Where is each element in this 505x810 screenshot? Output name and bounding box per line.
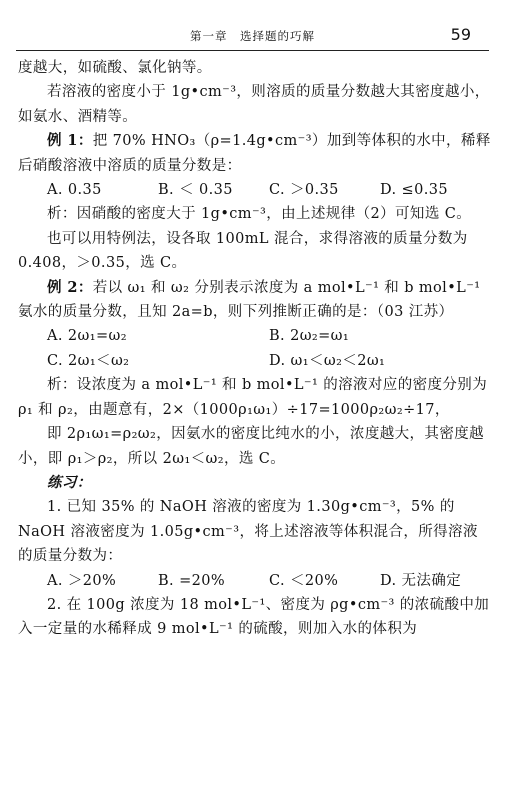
- option-c: C. ＞0.35: [269, 182, 339, 199]
- option-a: A. 2ω₁=ω₂: [47, 328, 127, 345]
- page-number: 59: [450, 25, 471, 44]
- example-1-alternative: 也可以用特例法，设各取 100mL 混合，求得溶液的质量分数为 0.408，＞0.35，选 C。: [18, 230, 468, 272]
- option-b: B. 2ω₂=ω₁: [269, 328, 350, 345]
- option-c: C. ＜20%: [269, 572, 339, 589]
- practice-1-options: [18, 569, 491, 593]
- example-2-question: [18, 276, 491, 325]
- example-2-label: 例 2：: [47, 278, 93, 296]
- option-d: D. 无法确定: [380, 572, 462, 589]
- option-a: A. ＞20%: [47, 572, 117, 589]
- page-header: [16, 24, 489, 51]
- option-d: D. ≤0.35: [380, 182, 448, 199]
- paragraph-continuation: 度越大，如硫酸、氯化钠等。: [18, 60, 212, 76]
- example-1-text: 把 70% HNO₃（ρ=1.4g•cm⁻³）加到等体积的水中，稀释后硝酸溶液中溶质的质量分数是：: [18, 133, 491, 174]
- example-2-options-row1: [18, 324, 491, 348]
- example-2-conclusion: 即 2ρ₁ω₁=ρ₂ω₂，因氨水的密度比纯水的小，浓度越大，其密度越小，即 ρ₁＞ρ₂，所以 2ω₁＜ω₂，选 C。: [18, 426, 485, 467]
- practice-question-1: 1. 已知 35% 的 NaOH 溶液的密度为 1.30g•cm⁻³，5% 的 NaOH 溶液密度为 1.05g•cm⁻³，将上述溶液等体积混合，所得溶液的质量分数为：: [18, 499, 478, 565]
- paragraph-density-rule: 若溶液的密度小于 1g•cm⁻³，则溶质的质量分数越大其密度越小，如氨水、酒精等。: [18, 84, 490, 125]
- example-1-label: 例 1：: [47, 132, 93, 150]
- example-2-analysis: 析：设浓度为 a mol•L⁻¹ 和 b mol•L⁻¹ 的溶液对应的密度分别为 ρ₁ 和 ρ₂，由题意有，2×（1000ρ₁ω₁）÷17=1000ρ₂ω₂÷17，: [18, 377, 488, 418]
- page-body: [18, 56, 491, 642]
- option-c: C. 2ω₁＜ω₂: [47, 352, 130, 369]
- option-b: B. =20%: [158, 572, 226, 589]
- example-1-question: [18, 129, 491, 178]
- example-1-analysis: 析：因硝酸的密度大于 1g•cm⁻³，由上述规律（2）可知选 C。: [47, 206, 472, 223]
- example-1-options: [18, 178, 491, 202]
- option-d: D. ω₁＜ω₂＜2ω₁: [269, 352, 386, 369]
- option-b: B. ＜ 0.35: [158, 182, 233, 199]
- example-2-text: 若以 ω₁ 和 ω₂ 分别表示浓度为 a mol•L⁻¹ 和 b mol•L⁻¹ 氨水的质量分数，且知 2a=b，则下列推断正确的是：（03 江苏）: [18, 279, 481, 321]
- example-2-options-row2: [18, 349, 491, 373]
- practice-heading: 练习：: [47, 473, 92, 491]
- chapter-title: 第一章 选择题的巧解: [190, 29, 315, 43]
- practice-question-2: 2. 在 100g 浓度为 18 mol•L⁻¹、密度为 ρg•cm⁻³ 的浓硫酸中加入一定量的水稀释成 9 mol•L⁻¹ 的硫酸，则加入水的体积为: [18, 596, 490, 638]
- option-a: A. 0.35: [47, 182, 102, 199]
